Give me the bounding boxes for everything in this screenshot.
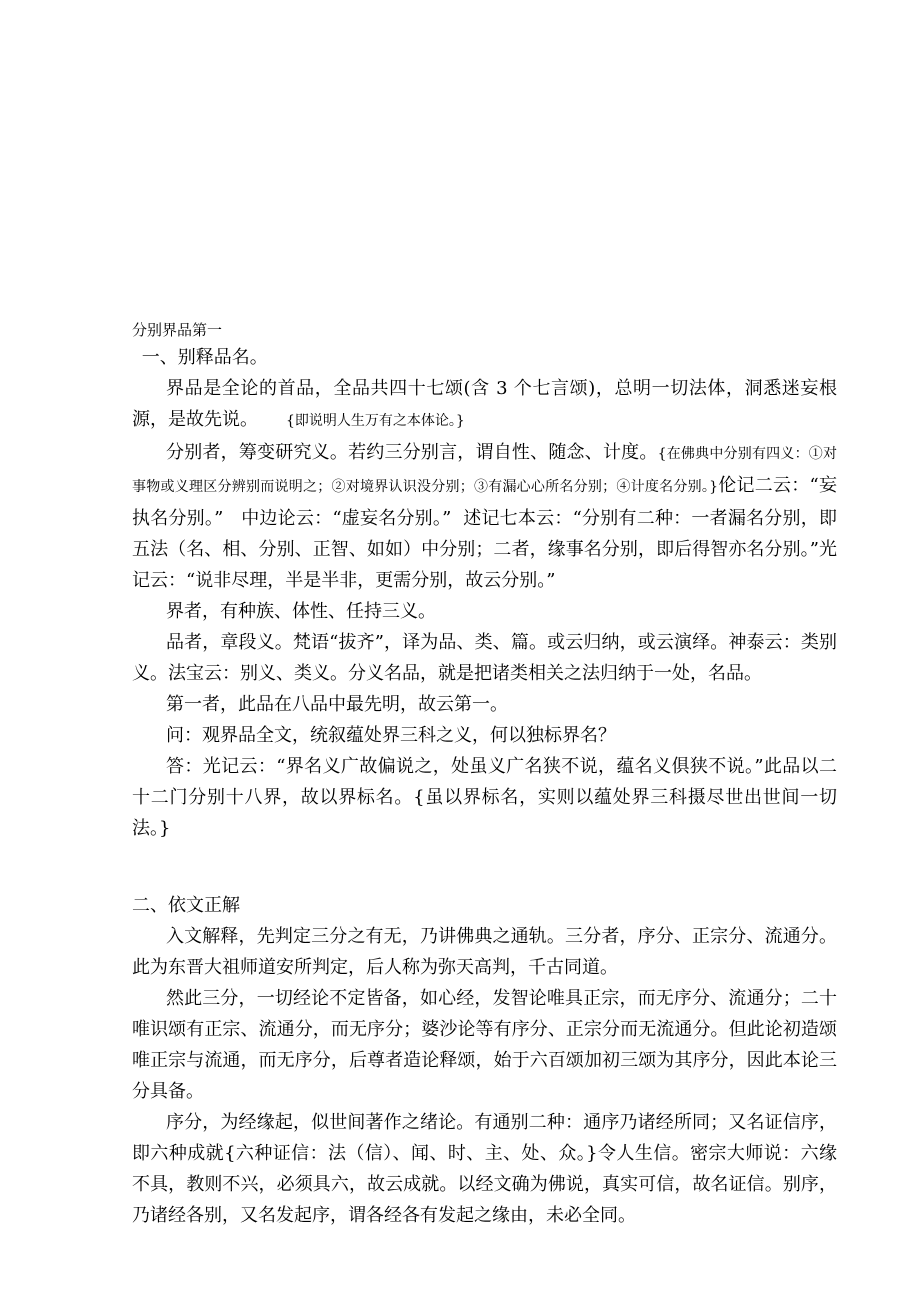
chapter-title: 分别界品第一 — [132, 321, 223, 339]
section1-paragraph-5: 第一者，此品在八品中最先明，故云第一。 — [166, 694, 508, 715]
section1-paragraph-6: 问：观界品全文，统叙蕴处界三科之义，何以独标界名？ — [166, 725, 616, 746]
section1-paragraph-4: 品者，章段义。梵语“拔齐”，译为品、类、篇。或云归纳，或云演绎。神泰云：类别义。法宝云：别义、类义。分义名品，就是把诸类相关之法归纳于一处，名品。 — [132, 632, 837, 684]
section2-paragraph-1: 入文解释，先判定三分之有无，乃讲佛典之通轨。三分者，序分、正宗分、流通分。此为东晋大祖师道安所判定，后人称为弥天高判，千古同道。 — [132, 926, 837, 978]
section-gap — [132, 844, 837, 890]
section1-paragraph-7: 答：光记云：“界名义广故偏说之，处虽义广名狭不说，蕴名义俱狭不说。”此品以二十二门分别十八界，故以界标名。{虽以界标名，实则以蕴处界三科摄尽世出世间一切法。} — [132, 756, 837, 839]
section1-p2-note: {在佛典中分别有四义：①对事物或义理区分辨别而说明之；②对境界认识没分别；③有漏心心所名分别；④计度名分别。} — [132, 446, 837, 495]
section1-paragraph-2 — [132, 437, 837, 596]
section1-p2-main: 分别者，筹变研究义。若约三分别言，谓自性、随念、计度。 — [166, 442, 658, 463]
section2-paragraph-2: 然此三分，一切经论不定皆备，如心经，发智论唯具正宗，而无序分、流通分；二十唯识颂有正宗、流通分，而无序分；婆沙论等有序分、正宗分而无流通分。但此论初造颂唯正宗与流通，而无序分，后尊者造论释颂，始于六百颂加初三颂为其序分，因此本论三分具备。 — [132, 988, 837, 1102]
section1-p2-tail: 伦记二云：“妄执名分别。” 中边论云：“虚妄名分别。” 述记七本云：“分别有二种：一者漏名分别，即五法（名、相、分别、正智、如如）中分别；二者，缘事名分别，即后得智亦名分别。”光记云：“说非尽理，半是半非，更需分别，故云分别。” — [132, 475, 837, 591]
section1-paragraph-3: 界者，有种族、体性、任持三义。 — [166, 601, 436, 622]
section1-p1-note: {即说明人生万有之本体论。} — [286, 413, 465, 429]
section2-paragraph-3: 序分，为经缘起，似世间著作之绪论。有通别二种：通序乃诸经所同；又名证信序，即六种成就{六种证信：法（信）、闻、时、主、处、众。}令人生信。密宗大师说：六缘不具，教则不兴，必须具六，故云成就。以经文确为佛说，真实可信，故名证信。别序，乃诸经各别，又名发起序，谓各经各有发起之缘由，未必全同。 — [132, 1112, 837, 1226]
section1-p1-main: 界品是全论的首品，全品共四十七颂(含 3 个七言颂)，总明一切法体，洞悉迷妄根源，是故先说。 — [132, 378, 837, 430]
section2-heading: 二、依文正解 — [132, 895, 240, 916]
section1-heading: 一、别释品名。 — [136, 347, 268, 368]
section1-paragraph-1 — [132, 373, 837, 437]
document-body — [132, 318, 837, 1231]
